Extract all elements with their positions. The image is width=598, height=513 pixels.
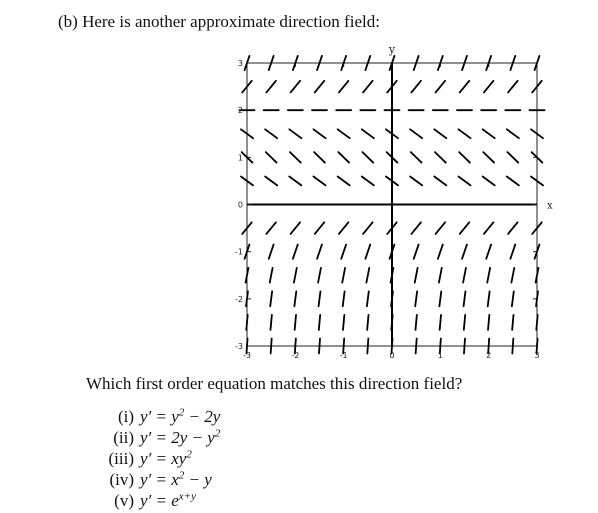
slope-segment — [362, 176, 374, 185]
question-text: Which first order equation matches this direction field? — [86, 374, 463, 393]
slope-segment — [246, 291, 248, 306]
slope-segment — [512, 339, 513, 354]
slope-segment — [367, 291, 369, 306]
slope-segment — [484, 81, 494, 93]
slope-segment — [366, 268, 369, 283]
slope-segment — [338, 176, 350, 185]
choice-equation: $y' = e^{x+y}$ — [140, 490, 196, 510]
slope-segment — [464, 291, 466, 306]
slope-segment — [265, 129, 277, 138]
choice-4 — [98, 465, 220, 489]
x-tick-label: 0 — [389, 351, 395, 360]
slope-segment — [439, 291, 441, 306]
slope-segment — [464, 339, 465, 354]
slope-segment — [487, 268, 490, 283]
slope-segment — [483, 129, 495, 138]
slope-segment — [365, 245, 370, 259]
slope-segment — [507, 152, 518, 162]
slope-segment — [362, 152, 373, 162]
slope-segment — [436, 81, 446, 93]
slope-segment — [460, 81, 470, 93]
slope-segment — [484, 222, 494, 234]
slope-segment — [314, 152, 325, 162]
direction-field-plot — [212, 38, 552, 370]
slope-segment — [458, 176, 470, 185]
slope-segment — [483, 176, 495, 185]
slope-segment — [313, 129, 325, 138]
slope-segment — [295, 315, 296, 330]
slope-segment — [512, 291, 514, 306]
slope-segment — [483, 152, 494, 162]
slope-segment — [411, 81, 421, 93]
slope-segment — [270, 268, 273, 283]
choice-1 — [98, 402, 221, 426]
choice-equation: $y' = 2y - y^2$ — [140, 427, 221, 447]
x-tick-label: -1 — [339, 351, 348, 360]
y-tick-label: -2 — [235, 294, 243, 304]
slope-segment — [416, 339, 417, 354]
slope-segment — [341, 245, 346, 259]
slope-segment — [319, 315, 320, 330]
slope-segment — [439, 268, 442, 283]
x-axis-label: x — [547, 200, 553, 212]
slope-segment — [512, 315, 513, 330]
choice-5 — [98, 486, 220, 510]
slope-segment — [319, 291, 321, 306]
slope-segment — [367, 315, 368, 330]
slope-segment — [339, 222, 349, 234]
slope-segment — [294, 268, 297, 283]
slope-segment — [362, 129, 374, 138]
slope-segment — [313, 176, 325, 185]
slope-segment — [510, 245, 515, 259]
slope-segment — [488, 315, 489, 330]
choice-number: (i) — [117, 406, 134, 426]
choice-2 — [98, 423, 221, 447]
x-tick-label: 2 — [486, 351, 492, 360]
y-tick-label: 3 — [237, 59, 243, 68]
choice-equation: $y' = x^2 - y$ — [140, 469, 212, 489]
slope-segment — [343, 315, 344, 330]
slope-segment — [436, 222, 446, 234]
slope-segment — [289, 176, 301, 185]
slope-segment — [291, 222, 301, 234]
slope-segment — [315, 81, 325, 93]
choice-number: (iii) — [108, 448, 134, 468]
slope-segment — [536, 291, 538, 306]
x-tick-label: 1 — [437, 351, 443, 360]
slope-segment — [266, 222, 276, 234]
slope-segment — [266, 81, 276, 93]
slope-segment — [367, 339, 368, 354]
slope-segment — [265, 176, 277, 185]
slope-segment — [415, 291, 417, 306]
choice-equation: $y' = y^2 - 2y$ — [140, 406, 221, 426]
slope-segment — [363, 222, 373, 234]
slope-segment — [342, 268, 345, 283]
slope-segment — [488, 291, 490, 306]
slope-segment — [343, 291, 345, 306]
slope-segment — [459, 152, 470, 162]
slope-segment — [315, 222, 325, 234]
slope-segment — [511, 268, 514, 283]
slope-segment — [291, 81, 301, 93]
slope-segment — [415, 315, 416, 330]
slope-segment — [270, 315, 271, 330]
x-tick-label: 3 — [534, 351, 540, 360]
slope-segment — [271, 339, 272, 354]
slope-segment — [508, 222, 518, 234]
slope-segment — [486, 245, 491, 259]
y-tick-label: -1 — [235, 247, 243, 257]
slope-segment — [270, 291, 272, 306]
x-tick-label: -2 — [291, 351, 300, 360]
slope-segment — [290, 152, 301, 162]
slope-segment — [434, 176, 446, 185]
slope-segment — [411, 152, 422, 162]
choice-number: (iv) — [109, 469, 134, 489]
slope-segment — [338, 152, 349, 162]
choice-3 — [98, 444, 220, 468]
slope-segment — [508, 81, 518, 93]
choice-equation: $y' = xy^2$ — [140, 448, 192, 468]
slope-segment — [507, 176, 519, 185]
x-tick-label: -3 — [243, 351, 251, 360]
slope-segment — [289, 129, 301, 138]
answer-choices — [98, 402, 221, 510]
y-tick-label: 1 — [237, 153, 243, 163]
slope-segment — [411, 222, 421, 234]
choice-number: (ii) — [113, 427, 134, 447]
slope-segment — [318, 268, 321, 283]
choice-number: (v) — [114, 490, 134, 510]
slope-segment — [435, 152, 446, 162]
slope-segment — [463, 268, 466, 283]
slope-segment — [464, 315, 465, 330]
y-tick-label: 2 — [237, 106, 243, 116]
y-tick-label: 0 — [237, 200, 243, 210]
problem-heading: (b) Here is another approximate direction field: — [58, 12, 380, 31]
slope-segment — [338, 129, 350, 138]
slope-segment — [440, 315, 441, 330]
slope-segment — [458, 129, 470, 138]
slope-segment — [410, 129, 422, 138]
slope-segment — [269, 245, 274, 259]
slope-segment — [415, 268, 418, 283]
slope-segment — [414, 245, 419, 259]
slope-segment — [339, 81, 349, 93]
slope-segment — [507, 129, 519, 138]
slope-segment — [460, 222, 470, 234]
y-axis-label: y — [388, 43, 396, 56]
slope-segment — [438, 245, 443, 259]
slope-segment — [317, 245, 322, 259]
y-tick-label: -3 — [235, 342, 243, 351]
slope-segment — [363, 81, 373, 93]
slope-segment — [293, 245, 298, 259]
slope-segment — [319, 339, 320, 354]
slope-segment — [266, 152, 277, 162]
slope-segment — [462, 245, 467, 259]
slope-segment — [294, 291, 296, 306]
slope-segment — [410, 176, 422, 185]
slope-segment — [434, 129, 446, 138]
